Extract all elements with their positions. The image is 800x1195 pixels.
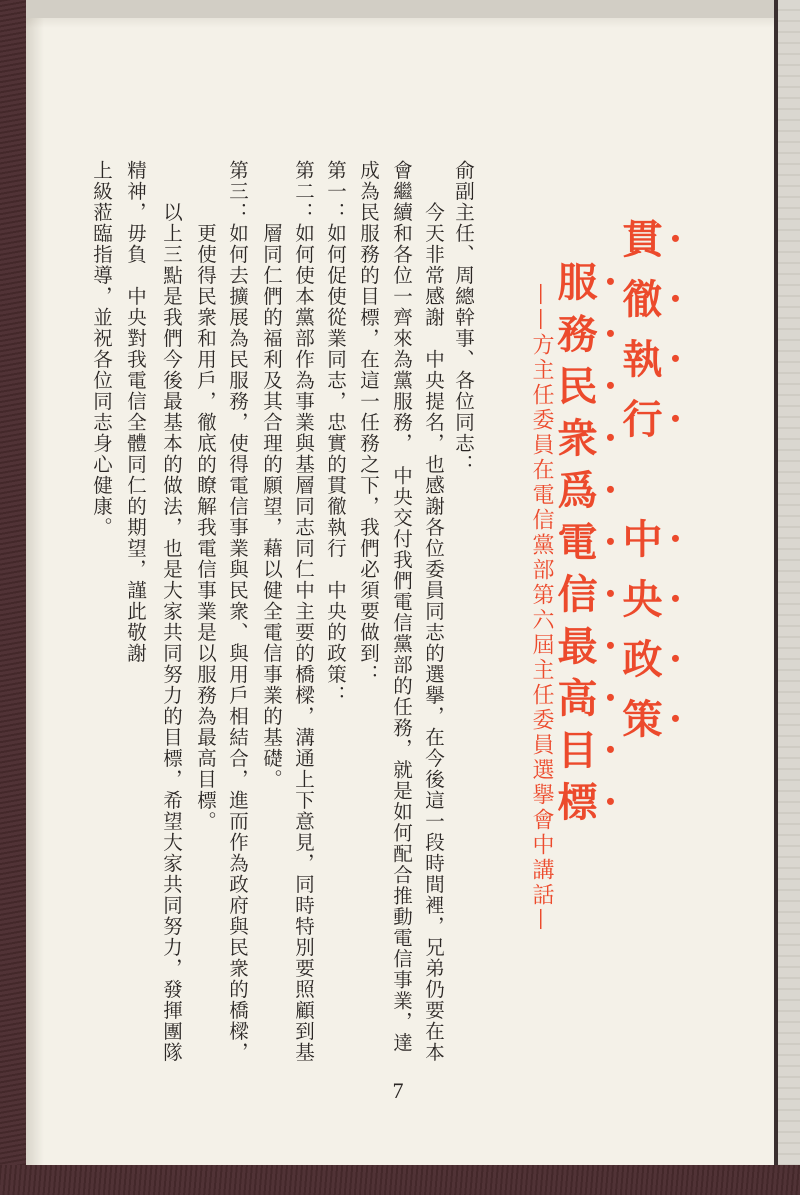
- point-three-continued: 更使得民衆和用戶，徹底的瞭解我電信事業是以服務為最高目標。: [194, 223, 217, 832]
- point-two-continued: 層同仁們的福利及其合理的願望，藉以健全電信事業的基礎。: [260, 223, 283, 790]
- point-two: 第二：如何使本黨部作為事業與基層同志同仁中主要的橋樑，溝通上下意見，同時特別要照顧到基: [292, 160, 315, 1063]
- book-cover-bottom-edge: [0, 1165, 800, 1195]
- salutation: 俞副主任、周總幹事、各位同志：: [452, 160, 475, 475]
- text-column: 成為民服務的目標，在這一任務之下，我們必須要做到：: [357, 160, 380, 685]
- headline-subtitle: ——方主任委員在電信黨部第六屆主任委員選擧會中講話—: [529, 283, 554, 933]
- text-column: 今天非常感謝 中央提名，也感謝各位委員同志的選擧，在今後這一段時間裡，兄弟仍要在本: [422, 202, 445, 1063]
- scan-top-margin: [26, 0, 776, 18]
- adjacent-page: [778, 0, 800, 1165]
- point-one: 第一：如何促使從業同志，忠實的貫徹執行 中央的政策：: [324, 160, 347, 706]
- text-column: 精神，毋負 中央對我電信全體同仁的期望，謹此敬謝: [124, 160, 147, 664]
- point-three: 第三：如何去擴展為民服務，使得電信事業與民衆、與用戶相結合，進而作為政府與民衆的橋樑，: [226, 160, 249, 1063]
- text-column: 會繼續和各位一齊來為黨服務， 中央交付我們電信黨部的任務，就是如何配合推動電信事業，達: [390, 160, 413, 1054]
- headline-line-1: 貫徹執行 中央政策: [616, 218, 663, 758]
- headline-line-2: 服務民衆爲電信最高目標: [551, 261, 598, 833]
- closing-line: 上級蒞臨指導，並祝各位同志身心健康。: [90, 160, 113, 538]
- closing-paragraph: 以上三點是我們今後最基本的做法，也是大家共同努力的目標，希望大家共同努力，發揮團隊: [160, 202, 183, 1063]
- book-cover-left-edge: [0, 0, 26, 1195]
- page-number: 7: [392, 1078, 404, 1103]
